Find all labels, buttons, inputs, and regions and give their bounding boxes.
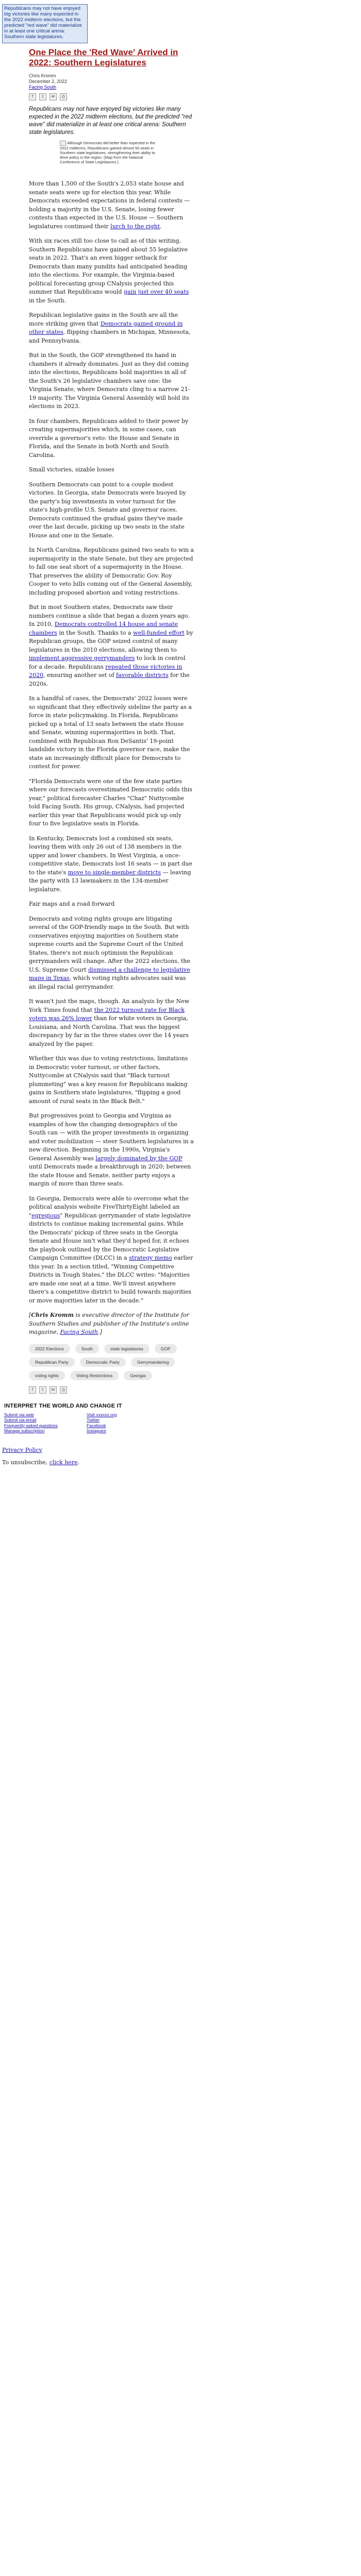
tag[interactable]: Gerrymandering (131, 1358, 175, 1367)
paragraph: In Georgia, Democrats were able to overcome what the political analysis website FiveThirtyEight labeled an "egregious" Republican gerrymander of state legislative districts to continue making incremental gains. While the Democrats' pickup of three seats in the Georgia Senate and House isn't what they'd hoped for, it echoes the playbook outlined by the Democratic Legislative Campaign Committee (DLCC) in a strategy memo earlier this year. In a section titled, "Winning Competitive Districts in Tough States," the DLCC writes: "Majorities are made one seat at a time. We'll invest anywhere there's a competitive district to build towards majorities or move majorities later in the decade." (29, 1195, 193, 1304)
inline-link[interactable]: egregious (31, 1212, 60, 1219)
footer-heading: INTERPRET THE WORLD AND CHANGE IT (4, 1402, 122, 1409)
inline-link[interactable]: implement aggressive gerrymanders (29, 655, 135, 662)
tag[interactable]: GOP (155, 1344, 177, 1353)
paragraph: In a handful of cases, the Democrats' 2022 losses were so significant that they effectively sideline the party as a force in state policymaking. In Florida, Republicans picked up a total of 13 seats between the state House and Senate, winning supermajorities in both. That, combined with Republican Ron DeSantis' 19-point landslide victory in the Florida governor race, make the state an increasingly difficult place for Democrats to contest for power. (29, 695, 192, 770)
paragraph: Southern Democrats can point to a couple modest victories. In Georgia, state Democrats were buoyed by the party's big investments in voter turnout for the state's high-profile U.S. Senate and governor races. Democrats continued the gradual gains they've made over the last decade, picking up two seats in the state House and one in the Senate. (29, 481, 186, 539)
tag-list (29, 1344, 184, 1380)
paragraph: In Kentucky, Democrats lost a combined six seats, leaving them with only 26 out of 138 members in the upper and lower chambers. In West Virginia, a once-competitive state, Democrats lost 16 seats — in part due to the state's move to single-member districts — leaving the party with 13 lawmakers in the 134-member legislature. (29, 835, 192, 893)
paragraph: Republican legislative gains in the South are all the more striking given that Democrats gained ground in other states, flipping chambers in Michigan, Minnesota, and Pennsylvania. (29, 312, 191, 344)
author-bio: [Chris Kromm is executive director of the Institute for Southern Studies and publisher of the Institute's online magazine, Facing South.] (29, 1312, 189, 1336)
twitter-icon[interactable]: t (39, 93, 46, 100)
privacy-policy-link[interactable]: Privacy Policy (2, 1446, 42, 1453)
footer-link[interactable]: Manage subscription (4, 1428, 45, 1434)
bio-author-name: Chris Kromm (31, 1312, 74, 1319)
unsubscribe-line: To unsubscribe, click here. (2, 1459, 80, 1466)
footer-link[interactable]: Facebook (87, 1422, 106, 1428)
inline-link[interactable]: dismissed a challenge to legislative maps in Texas (29, 966, 190, 982)
inline-link[interactable]: largely dominated by the GOP (95, 1155, 183, 1162)
tag[interactable]: Voting Restrictions (70, 1371, 119, 1380)
email-icon[interactable]: ✉ (50, 93, 57, 100)
article-dek: Republicans may not have enjoyed big victories like many expected in the 2022 midterm elections, but the predicted "red wave" did materialize in at least one critical arena: Southern state legislatures. (29, 106, 192, 135)
tag[interactable]: voting rights (29, 1371, 65, 1380)
legal-footer (2, 1446, 361, 1481)
twitter-icon[interactable]: t (39, 1386, 46, 1394)
inline-link[interactable]: repeated those victories in 2020 (29, 663, 183, 679)
print-icon[interactable]: ⎙ (60, 1386, 67, 1394)
byline (29, 73, 194, 90)
tag[interactable]: Democratic Party (80, 1358, 126, 1367)
facebook-icon[interactable]: f (29, 93, 36, 100)
paragraph: In four chambers, Republicans added to their power by creating supermajorities which, in some cases, can override a governor's veto: the House and Senate in Florida, and the Senate in both North and South Carolina. (29, 417, 189, 459)
facebook-icon[interactable]: f (29, 1386, 36, 1394)
paragraph: With six races still too close to call as of this writing, Southern Republicans have gained about 55 legislative seats in 2022. That's an even bigger setback for Democrats than many pundits had anticipated heading into the elections. For example, the Virginia-based political forecasting group CNalysis projected this summer that Republicans would gain just over 40 seats in the South. (29, 238, 189, 304)
share-icons-bottom (29, 1386, 194, 1394)
section-heading: Fair maps and a road forward (29, 901, 115, 908)
tag[interactable]: 2022 Elections (29, 1344, 70, 1353)
footer (4, 1403, 169, 1434)
paragraph: It wasn't just the maps, though. An analysis by the New York Times found that the 2022 turnout rate for Black voters was 26% lower than for white voters in Georgia, Louisiana, and North Carolina. That was the biggest discrepancy by far in the three states over the 14 years analyzed by the paper. (29, 998, 190, 1047)
paragraph: In North Carolina, Republicans gained two seats to win a supermajority in the state Senate, but they are projected to fall one seat short of a supermajority in the House. That preserves the ability of Democratic Gov. Roy Cooper to veto bills coming out of the General Assembly, including proposed abortion and voting restrictions. (29, 547, 194, 596)
inline-link[interactable]: the 2022 turnout rate for Black voters was 26% lower (29, 1006, 185, 1022)
map-figure (60, 141, 163, 164)
inline-link[interactable]: Democrats controlled 14 house and senate chambers (29, 621, 178, 636)
paragraph: More than 1,500 of the South's 2,053 state house and senate seats were up for election this year. While Democrats exceeded expectations in federal contests — holding a majority in the U.S. Senate, losing fewer contests than expected in the U.S. House — Southern legislatures continued their lurch to the right. (29, 180, 190, 230)
inline-link[interactable]: lurch to the right (110, 223, 160, 230)
share-icons-top (29, 93, 194, 100)
inline-link[interactable]: well-funded effort (133, 629, 185, 636)
source-link[interactable]: Facing South (29, 84, 57, 90)
inline-link[interactable]: favorable districts (116, 672, 169, 679)
header-image[interactable] (2, 4, 88, 43)
image-placeholder-icon (60, 141, 66, 146)
tag[interactable]: state legislatures (104, 1344, 150, 1353)
footer-link[interactable]: Visit xxxxxx.org (87, 1412, 117, 1417)
date: December 2, 2022 (29, 79, 68, 84)
unsubscribe-link[interactable]: click here (49, 1459, 78, 1466)
paragraph: But progressives point to Georgia and Virginia as examples of how the changing demographics of the South can — with the proper investments in organizing and voter mobilization — steer Southern legislatures in a new direction. Beginning in the 1990s, Virginia's General Assembly was largely dominated by the GOP until Democrats made a breakthrough in 2020; between the state House and Senate, neither party enjoys a margin of more than three seats. (29, 1112, 194, 1188)
footer-link[interactable]: Twitter (87, 1417, 100, 1423)
inline-link[interactable]: gain just over 40 seats (123, 289, 189, 296)
section-heading: Small victories, sizable losses (29, 466, 114, 473)
footer-link[interactable]: Submit via web (4, 1412, 34, 1417)
header-image-alt-text: Republicans may not have enjoyed big victories like many expected in the 2022 midterm elections, but the predicted "red wave" did materialize in at least one critical arena: Southern state legislatures. (4, 6, 82, 40)
email-icon[interactable]: ✉ (50, 1386, 57, 1394)
paragraph: Democrats and voting rights groups are litigating several of the GOP-friendly maps in the South. But with conservatives enjoying majorities on Southern state supreme courts and the Supreme Court of the United States, there's not much optimism the Republican gerrymanders will change. After the 2022 elections, the U.S. Supreme Court dismissed a challenge to legislative maps in Texas, which voting rights advocates said was an illegal racial gerrymander. (29, 915, 190, 990)
paragraph: But in the South, the GOP strengthened its hand in chambers it already dominates. Just as they did coming into the elections, Republicans hold majorities in all of the South's 26 legislative chambers save one: the Virginia Senate, where Democrats cling to a narrow 21-19 majority. The Virginia General Assembly will hold its elections in 2023. (29, 352, 190, 410)
tag[interactable]: Republican Party (29, 1358, 75, 1367)
article (29, 47, 194, 1394)
paragraph: But in most Southern states, Democrats saw their numbers continue a slide that began a dozen years ago. In 2010, Democrats controlled 14 house and senate chambers in the South. Thanks to a well-funded effort by Republican groups, the GOP seized control of many legislatures in the 2010 elections, allowing them to implement aggressive gerrymanders to lock in control for a decade. Republicans repeated those victories in 2020, ensuring another set of favorable districts for the 2020s. (29, 604, 193, 687)
inline-link[interactable]: Democrats gained ground in other states (29, 320, 183, 336)
footer-links (4, 1412, 169, 1434)
footer-link[interactable]: Instagram (87, 1428, 106, 1434)
article-title-link[interactable]: One Place the 'Red Wave' Arrived in 2022: Southern Legislatures (29, 47, 178, 67)
paragraph: "Florida Democrats were one of the few state parties where our forecasts overestimated Democratic odds this year," political forecaster Charles "Chaz" Nuttycombe told Facing South. His group, CNalysis, had projected earlier this year that Republicans would pick up only four to five legislative seats in Florida. (29, 777, 192, 827)
tag[interactable]: Georgia (124, 1371, 152, 1380)
inline-link[interactable]: strategy memo (129, 1255, 172, 1262)
figure-caption: Although Democrats did better than expected in the 2022 midterms, Republicans gained almost 50 seats in Southern state legislatures, strengthening their ability to drive policy in the region. (Map from the National Conference of State Legislatures.) (60, 141, 155, 165)
inline-link[interactable]: Facing South (60, 1329, 98, 1336)
inline-link[interactable]: move to single-member districts (68, 869, 161, 876)
footer-link[interactable]: Submit via email (4, 1417, 37, 1423)
paragraph: Whether this was due to voting restrictions, limitations in Democratic voter turnout, or other factors, Nuttycombe at CNalysis said that "Black turnout plummeting" was a key reason for Republicans making gains in Southern state legislatures, "flipping a good amount of rural seats in the Black Belt." (29, 1055, 188, 1105)
tag[interactable]: South (75, 1344, 99, 1353)
author: Chris Kromm (29, 73, 56, 78)
print-icon[interactable]: ⎙ (60, 93, 67, 100)
footer-link[interactable]: Frequently asked questions (4, 1422, 58, 1428)
